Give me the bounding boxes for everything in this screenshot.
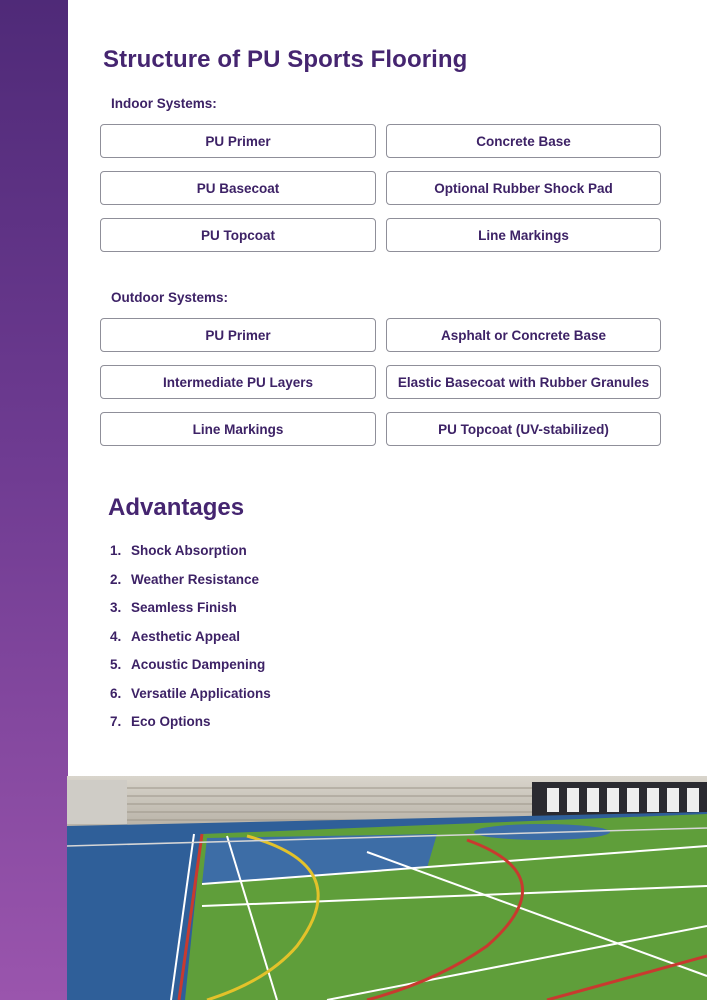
advantage-text: Versatile Applications: [131, 685, 271, 701]
equipment-area: [67, 780, 127, 824]
advantage-number: 4.: [110, 628, 122, 644]
advantage-text: Eco Options: [131, 714, 211, 729]
advantage-item: [110, 543, 271, 572]
advantage-number: 3.: [110, 600, 122, 615]
outdoor-systems-label: Outdoor Systems:: [111, 290, 229, 305]
advantage-number: 2.: [110, 571, 122, 587]
advantage-number: 7.: [110, 714, 122, 729]
outdoor-layer-box: Line Markings: [100, 412, 376, 446]
sports-court-photo: [67, 776, 707, 1000]
indoor-layer-box: Concrete Base: [386, 124, 661, 158]
indoor-layer-box: Optional Rubber Shock Pad: [386, 171, 661, 205]
advantages-heading: Advantages: [108, 494, 245, 521]
outdoor-systems-grid: [100, 318, 661, 446]
advantages-list: [110, 543, 271, 743]
outdoor-layer-box: Intermediate PU Layers: [100, 365, 376, 399]
advantage-item: [110, 657, 271, 686]
advantage-number: 6.: [110, 685, 122, 701]
advantage-item: [110, 600, 271, 629]
page-title: Structure of PU Sports Flooring: [103, 46, 468, 73]
decorative-side-band: [0, 0, 68, 1000]
advantage-item: [110, 686, 271, 715]
outdoor-layer-box: Asphalt or Concrete Base: [386, 318, 661, 352]
advantage-text: Weather Resistance: [131, 571, 260, 587]
indoor-systems-label: Indoor Systems:: [111, 96, 217, 111]
court-illustration: [67, 776, 707, 1000]
advantage-text: Acoustic Dampening: [131, 657, 266, 672]
indoor-layer-box: PU Primer: [100, 124, 376, 158]
outdoor-layer-box: PU Primer: [100, 318, 376, 352]
advantage-item: [110, 572, 271, 601]
advantage-number: 1.: [110, 543, 122, 558]
advantage-item: [110, 629, 271, 658]
advantage-text: Seamless Finish: [131, 600, 237, 615]
advantage-text: Aesthetic Appeal: [131, 628, 241, 644]
indoor-layer-box: PU Topcoat: [100, 218, 376, 252]
advantage-item: [110, 714, 271, 743]
outdoor-layer-box: Elastic Basecoat with Rubber Granules: [386, 365, 661, 399]
indoor-layer-box: PU Basecoat: [100, 171, 376, 205]
indoor-layer-box: Line Markings: [386, 218, 661, 252]
outdoor-layer-box: PU Topcoat (UV-stabilized): [386, 412, 661, 446]
advantage-number: 5.: [110, 657, 122, 672]
indoor-systems-grid: [100, 124, 661, 252]
advantage-text: Shock Absorption: [131, 543, 247, 558]
